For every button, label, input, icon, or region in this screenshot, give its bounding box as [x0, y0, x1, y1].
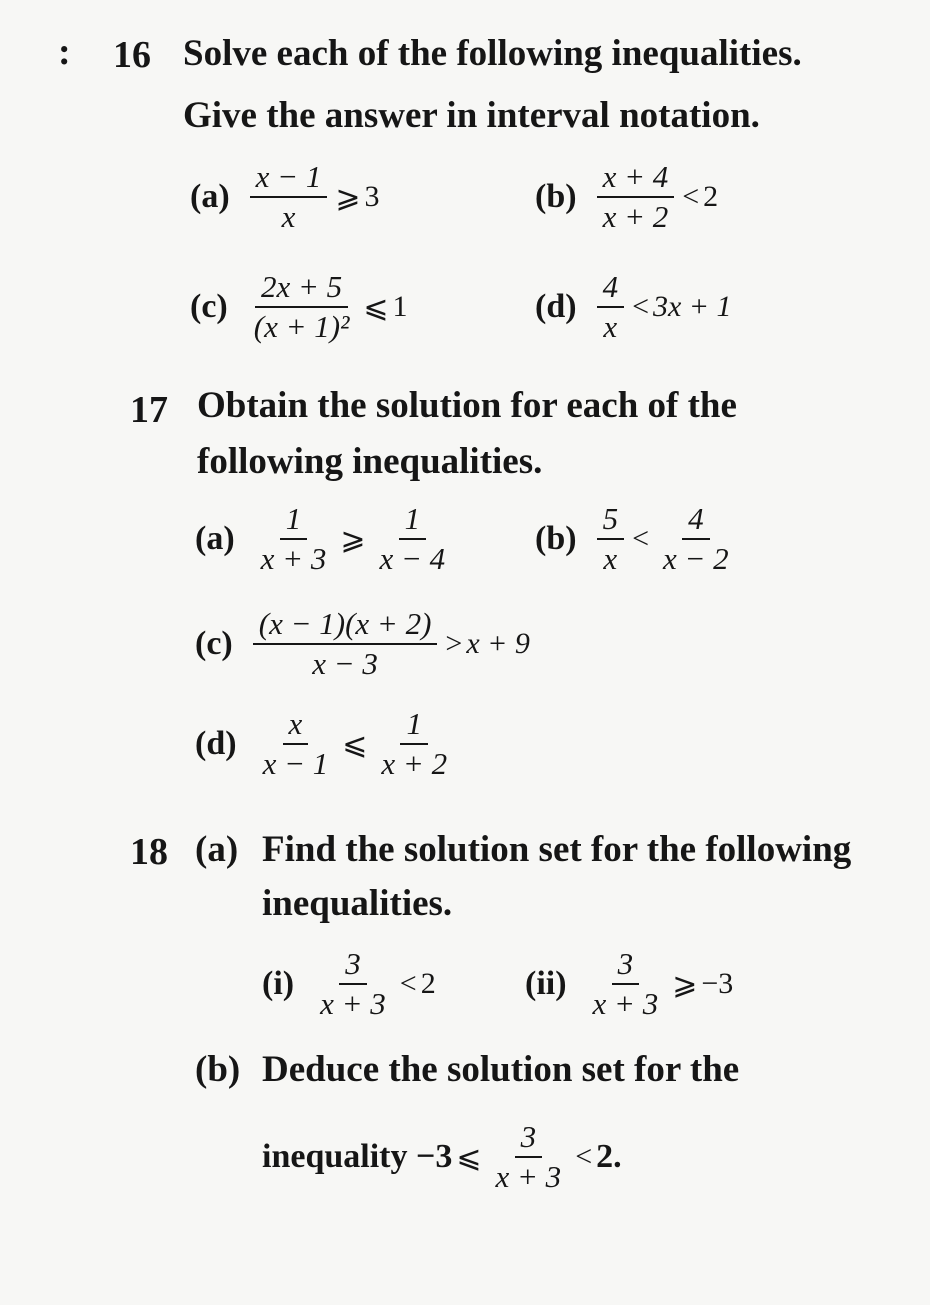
relation: > [445, 627, 463, 660]
fraction [657, 500, 735, 578]
denominator: x + 3 [495, 1159, 562, 1194]
part-label: (b) [535, 520, 577, 557]
numerator: (x − 1)(x + 2) [253, 605, 438, 645]
part-label: (b) [195, 1049, 241, 1090]
numerator: 4 [597, 268, 625, 308]
fraction [597, 268, 625, 346]
fraction [490, 1118, 568, 1196]
numerator: x − 1 [250, 158, 328, 198]
relation: ⩽ [456, 1140, 482, 1174]
denominator: x + 3 [592, 986, 659, 1021]
question-text-line: following inequalities. [197, 441, 543, 482]
numerator: 1 [399, 500, 427, 540]
part-16c [190, 268, 408, 346]
question-text-line: Obtain the solution for each of the [197, 385, 737, 426]
rhs: 2 [420, 967, 436, 1000]
rhs: −3 [701, 967, 734, 1000]
part-16d [535, 268, 732, 346]
rhs: 1 [392, 290, 408, 323]
fraction [248, 268, 356, 346]
numerator: 3 [339, 945, 367, 985]
part-label: (i) [262, 965, 295, 1002]
part-label: (d) [195, 725, 237, 762]
part-16a [190, 158, 379, 236]
relation: ⩽ [363, 290, 389, 324]
relation: < [632, 290, 649, 323]
relation: ⩾ [335, 180, 361, 214]
numerator: 4 [682, 500, 710, 540]
rhs: x + 9 [466, 627, 530, 660]
denominator: x − 4 [379, 541, 446, 576]
denominator: x − 3 [312, 646, 378, 681]
fraction [314, 945, 392, 1023]
question-number: 17 [130, 389, 168, 431]
fraction [253, 605, 438, 683]
numerator: 3 [612, 945, 640, 985]
part-label: (a) [195, 829, 239, 870]
part-18a-i [262, 945, 436, 1023]
part-17c [195, 605, 530, 683]
fraction [597, 500, 625, 578]
denominator: x [603, 541, 618, 576]
denominator: x + 2 [602, 199, 669, 234]
numerator: 1 [280, 500, 308, 540]
numerator: 5 [597, 500, 625, 540]
part-17a [195, 500, 455, 578]
relation: ⩽ [342, 727, 368, 761]
part-label: (a) [195, 520, 235, 557]
part-label: (a) [190, 178, 230, 215]
relation: < [575, 1140, 593, 1173]
fraction [587, 945, 665, 1023]
relation: < [632, 522, 649, 555]
margin-mark: : [58, 31, 71, 73]
part-label: (c) [190, 288, 228, 325]
question-text-line: inequalities. [262, 883, 453, 924]
fraction [375, 705, 453, 783]
denominator: x − 2 [662, 541, 729, 576]
question-text-line: Deduce the solution set for the [262, 1049, 740, 1090]
denominator: x − 1 [262, 746, 329, 781]
part-18b-inequality [262, 1118, 622, 1196]
numerator: 3 [515, 1118, 543, 1158]
part-label: (c) [195, 625, 233, 662]
relation: < [682, 180, 700, 213]
part-label: (b) [535, 178, 577, 215]
part-18a-ii [525, 945, 733, 1023]
part-17b [535, 500, 739, 578]
fraction [373, 500, 451, 578]
relation: ⩾ [672, 967, 698, 1001]
inequality-suffix: 2. [596, 1138, 622, 1175]
fraction [597, 158, 675, 236]
part-label: (ii) [525, 965, 567, 1002]
rhs: 2 [703, 180, 719, 213]
question-number: 16 [113, 34, 151, 76]
numerator: x [283, 705, 309, 745]
denominator: (x + 1)² [253, 309, 350, 344]
rhs: 3 [364, 180, 380, 213]
denominator: x + 3 [260, 541, 327, 576]
question-number: 18 [130, 831, 168, 873]
numerator: 1 [400, 705, 428, 745]
numerator: 2x + 5 [255, 268, 348, 308]
question-text-line: Give the answer in interval notation. [183, 95, 760, 136]
denominator: x [281, 199, 296, 234]
rhs: 3x + 1 [652, 290, 732, 323]
numerator: x + 4 [597, 158, 675, 198]
relation: ⩾ [340, 522, 366, 556]
part-label: (d) [535, 288, 577, 325]
question-text-line: Solve each of the following inequalities. [183, 33, 802, 74]
inequality-prefix: inequality −3 [262, 1138, 453, 1175]
part-16b [535, 158, 718, 236]
fraction [250, 158, 328, 236]
relation: < [399, 967, 417, 1000]
fraction [255, 500, 333, 578]
denominator: x + 2 [381, 746, 448, 781]
denominator: x [603, 309, 618, 344]
denominator: x + 3 [320, 986, 386, 1021]
part-17d [195, 705, 457, 783]
question-text-line: Find the solution set for the following [262, 829, 852, 870]
fraction [257, 705, 335, 783]
